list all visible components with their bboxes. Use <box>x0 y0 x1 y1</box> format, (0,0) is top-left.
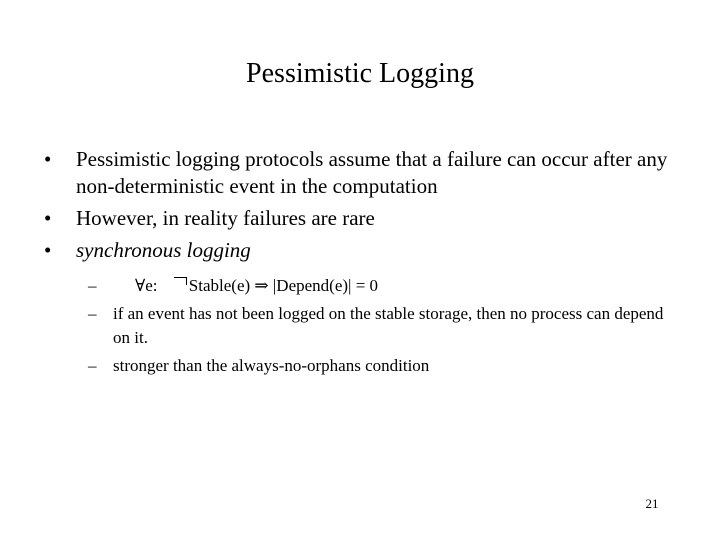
sub-bullet-text: stronger than the always-no-orphans condition <box>113 356 430 375</box>
forall-symbol: ∀ <box>135 276 146 295</box>
formula-lhs: Stable(e) <box>188 276 251 295</box>
bullet-marker: • <box>44 238 52 262</box>
logical-not-icon <box>174 277 188 291</box>
bullet-item <box>44 205 684 232</box>
formula-rhs: |Depend(e)| = 0 <box>272 276 379 295</box>
slide-title: Pessimistic Logging <box>246 58 474 89</box>
sub-bullet-dash: – <box>88 276 97 295</box>
page-number: 21 <box>645 496 659 511</box>
implies-symbol: ⇒ <box>254 276 269 295</box>
bullet-item <box>44 237 684 264</box>
bullet-text: However, in reality failures are rare <box>76 206 375 230</box>
bullet-marker: • <box>44 147 52 171</box>
sub-bullet-formula <box>88 274 678 298</box>
bullet-text-italic: synchronous logging <box>76 238 251 262</box>
sub-bullet-list <box>88 274 678 382</box>
bullet-text: Pessimistic logging protocols assume that a failure can occur after any non-deterministic event in the computation <box>76 147 668 198</box>
sub-bullet-dash: – <box>88 356 97 375</box>
sub-bullet-dash: – <box>88 304 97 323</box>
sub-bullet-item <box>88 354 678 378</box>
bullet-list <box>44 146 684 269</box>
sub-bullet-text: if an event has not been logged on the stable storage, then no process can depend on it. <box>113 304 664 347</box>
bullet-item <box>44 146 684 200</box>
sub-bullet-item <box>88 302 678 350</box>
bullet-marker: • <box>44 206 52 230</box>
formula-variable: e: <box>145 276 158 295</box>
